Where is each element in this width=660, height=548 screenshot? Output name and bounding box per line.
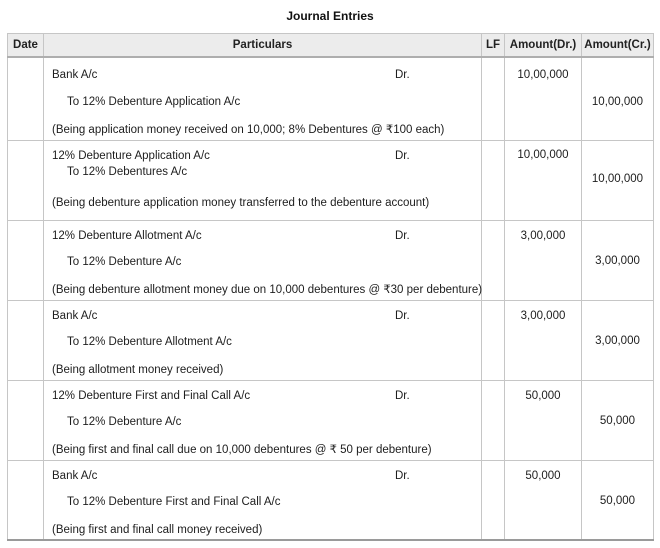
debit-account: 12% Debenture First and Final Call A/c <box>52 390 251 402</box>
journal-entry-row-1 <box>8 57 654 141</box>
lf-cell <box>482 461 505 540</box>
debit-line <box>52 229 473 244</box>
amount-dr-value: 50,000 <box>525 470 561 482</box>
credit-line: To 12% Debenture First and Final Call A/c <box>67 496 281 508</box>
amount-cr-cell <box>582 461 654 540</box>
journal-entries-table <box>7 33 654 541</box>
date-cell <box>8 301 44 381</box>
amount-dr-value: 10,00,000 <box>517 149 569 161</box>
amount-dr-value: 3,00,000 <box>520 310 566 322</box>
date-cell <box>8 57 44 141</box>
debit-line <box>52 68 473 83</box>
amount-dr-value: 10,00,000 <box>517 68 569 81</box>
lf-cell <box>482 57 505 141</box>
narration: (Being first and final call money received) <box>52 524 263 536</box>
debit-account: Bank A/c <box>52 310 98 322</box>
journal-entry-row-3 <box>8 221 654 301</box>
col-header-amount-dr: Amount(Dr.) <box>505 34 582 57</box>
debit-account: 12% Debenture Allotment A/c <box>52 230 202 242</box>
narration: (Being first and final call due on 10,000 debentures @ ₹ 50 per debenture) <box>52 444 432 456</box>
journal-entry-row-6 <box>8 461 654 540</box>
amount-dr-cell <box>505 221 582 301</box>
journal-entry-row-4 <box>8 301 654 381</box>
narration: (Being application money received on 10,000; 8% Debentures @ ₹100 each) <box>52 123 445 136</box>
dr-label: Dr. <box>395 310 410 322</box>
credit-line: To 12% Debentures A/c <box>67 166 188 178</box>
amount-cr-value: 50,000 <box>599 495 636 507</box>
debit-account: 12% Debenture Application A/c <box>52 150 210 162</box>
narration: (Being debenture application money transferred to the debenture account) <box>52 197 430 209</box>
amount-cr-cell <box>582 57 654 141</box>
debit-line <box>52 149 473 164</box>
amount-dr-cell <box>505 301 582 381</box>
credit-line: To 12% Debenture Application A/c <box>67 95 241 108</box>
lf-cell <box>482 381 505 461</box>
credit-line: To 12% Debenture A/c <box>67 416 182 428</box>
debit-line <box>52 309 473 324</box>
dr-label: Dr. <box>395 390 410 402</box>
journal-entry-row-5 <box>8 381 654 461</box>
amount-cr-cell <box>582 381 654 461</box>
credit-line: To 12% Debenture A/c <box>67 256 182 268</box>
dr-label: Dr. <box>395 150 410 162</box>
particulars-cell <box>44 57 482 141</box>
amount-cr-value: 10,00,000 <box>591 95 644 108</box>
amount-dr-cell <box>505 461 582 540</box>
dr-label: Dr. <box>395 230 410 242</box>
amount-dr-cell <box>505 141 582 221</box>
amount-dr-cell <box>505 381 582 461</box>
narration: (Being debenture allotment money due on 10,000 debentures @ ₹30 per debenture) <box>52 284 483 296</box>
amount-cr-value: 3,00,000 <box>595 255 640 267</box>
amount-dr-cell <box>505 57 582 141</box>
particulars-cell <box>44 301 482 381</box>
particulars-cell <box>44 381 482 461</box>
dr-label: Dr. <box>395 68 410 81</box>
debit-account: Bank A/c <box>52 68 98 81</box>
amount-cr-value: 50,000 <box>599 415 636 427</box>
date-cell <box>8 381 44 461</box>
date-cell <box>8 141 44 221</box>
amount-dr-value: 50,000 <box>525 390 561 402</box>
particulars-cell <box>44 221 482 301</box>
journal-entry-row-2 <box>8 141 654 221</box>
table-header-row <box>8 34 654 57</box>
debit-line <box>52 389 473 404</box>
lf-cell <box>482 301 505 381</box>
col-header-date: Date <box>8 34 44 57</box>
debit-account: Bank A/c <box>52 470 98 482</box>
narration: (Being allotment money received) <box>52 364 224 376</box>
lf-cell <box>482 141 505 221</box>
date-cell <box>8 221 44 301</box>
col-header-lf: LF <box>482 34 505 57</box>
dr-label: Dr. <box>395 470 410 482</box>
date-cell <box>8 461 44 540</box>
amount-cr-cell <box>582 221 654 301</box>
particulars-cell <box>44 141 482 221</box>
amount-cr-value: 3,00,000 <box>595 335 640 347</box>
amount-cr-cell <box>582 141 654 221</box>
col-header-amount-cr: Amount(Cr.) <box>582 34 654 57</box>
credit-line: To 12% Debenture Allotment A/c <box>67 336 232 348</box>
amount-cr-cell <box>582 301 654 381</box>
amount-dr-value: 3,00,000 <box>520 230 566 242</box>
lf-cell <box>482 221 505 301</box>
debit-line <box>52 469 473 484</box>
amount-cr-value: 10,00,000 <box>591 173 644 185</box>
particulars-cell <box>44 461 482 540</box>
page-title: Journal Entries <box>286 9 374 23</box>
col-header-particulars: Particulars <box>44 34 482 57</box>
